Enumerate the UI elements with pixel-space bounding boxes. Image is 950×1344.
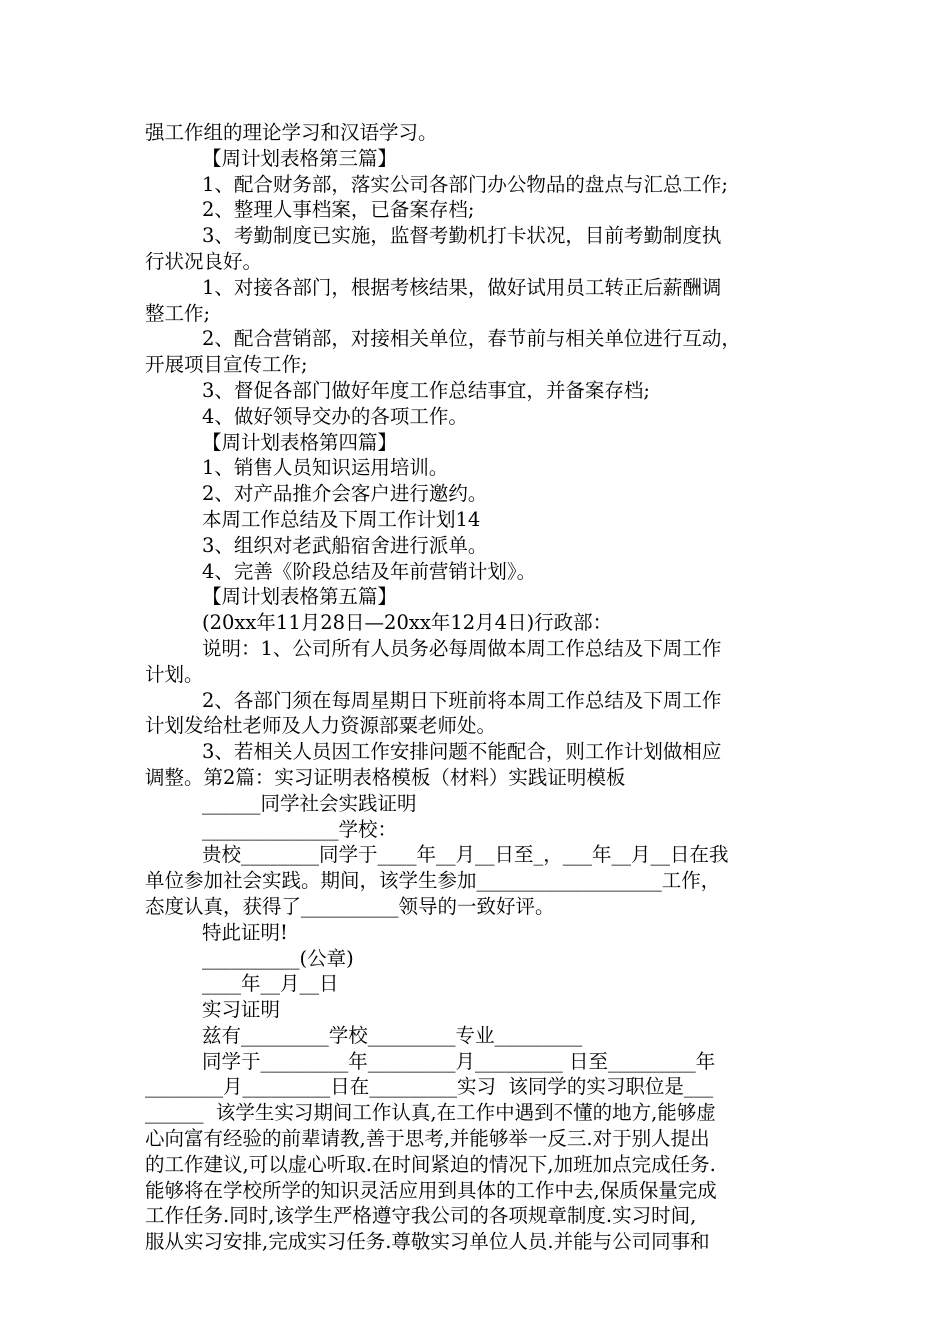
text-line: 整工作; xyxy=(145,301,211,325)
text-line: 2、各部门须在每周星期日下班前将本周工作总结及下周工作 xyxy=(202,688,722,712)
form-line: 同学于_________年_________月_________ 日至_________年 xyxy=(202,1049,716,1073)
form-line: ________月_________日在_________实习 该同学的实习职位是___ xyxy=(145,1075,714,1099)
text-line: 说明：1、公司所有人员务必每周做本周工作总结及下周工作 xyxy=(202,636,722,660)
text-line: 服从实习安排,完成实习任务.尊敬实习单位人员.并能与公司同事和 xyxy=(145,1230,710,1254)
text-line: 3、考勤制度已实施，监督考勤机打卡状况，目前考勤制度执 xyxy=(202,224,722,248)
text-line: 调整。第2篇：实习证明表格模板（材料）实践证明模板 xyxy=(145,765,626,789)
form-line: ____年__月__日 xyxy=(202,972,339,996)
text-line: 心向富有经验的前辈请教,善于思考,并能够举一反三.对于别人提出 xyxy=(145,1127,710,1151)
text-line: 本周工作总结及下周工作计划14 xyxy=(202,507,481,531)
text-line: 开展项目宣传工作; xyxy=(145,353,308,377)
text-line: 3、督促各部门做好年度工作总结事宜，并备案存档; xyxy=(202,378,650,402)
text-line: 4、做好领导交办的各项工作。 xyxy=(202,404,468,428)
text-line: 的工作建议,可以虚心听取.在时间紧迫的情况下,加班加点完成任务. xyxy=(145,1152,716,1176)
text-line: 1、销售人员知识运用培训。 xyxy=(202,456,449,480)
text-line: 1、对接各部门，根据考核结果，做好试用员工转正后薪酬调 xyxy=(202,275,722,299)
section-heading: 【周计划表格第五篇】 xyxy=(202,585,398,609)
text-line: (20xx年11月28日—20xx年12月4日)行政部： xyxy=(202,611,613,635)
text-line: 3、组织对老武船宿舍进行派单。 xyxy=(202,533,488,557)
text-line: 强工作组的理论学习和汉语学习。 xyxy=(145,121,438,144)
section-heading: 实习证明 xyxy=(202,998,281,1022)
form-line: ______________学校： xyxy=(202,817,398,841)
form-line: 兹有_________学校_________专业_________ xyxy=(202,1023,583,1047)
text-line: 2、配合营销部，对接相关单位，春节前与相关单位进行互动， xyxy=(202,327,741,351)
section-heading: 【周计划表格第四篇】 xyxy=(202,430,398,454)
text-line: 4、完善《阶段总结及年前营销计划》。 xyxy=(202,559,537,583)
section-heading: 【周计划表格第三篇】 xyxy=(202,146,398,170)
text-line: ______ 该学生实习期间工作认真,在工作中遇到不懂的地方,能够虚 xyxy=(145,1101,716,1125)
text-line: 计划发给杜老师及人力资源部粟老师处。 xyxy=(145,714,497,738)
form-line: ______同学社会实践证明 xyxy=(202,791,417,815)
form-line: 单位参加社会实践。期间，该学生参加___________________工作， xyxy=(145,869,721,893)
text-line: 计划。 xyxy=(145,662,204,686)
form-line: 态度认真，获得了__________领导的一致好评。 xyxy=(145,894,555,918)
form-line: __________(公章) xyxy=(202,946,354,970)
form-line: 贵校________同学于____年__月__日至_，___年__月__日在我 xyxy=(202,843,729,867)
text-line: 行状况良好。 xyxy=(145,249,263,273)
text-line: 能够将在学校所学的知识灵活应用到具体的工作中去,保质保量完成 xyxy=(145,1178,717,1202)
document-body xyxy=(145,120,825,1255)
text-line: 2、整理人事档案，已备案存档; xyxy=(202,198,475,222)
text-line: 3、若相关人员因工作安排问题不能配合，则工作计划做相应 xyxy=(202,740,722,764)
text-line: 工作任务.同时,该学生严格遵守我公司的各项规章制度.实习时间, xyxy=(145,1204,697,1228)
text-line: 特此证明! xyxy=(202,920,288,944)
text-line: 2、对产品推介会客户进行邀约。 xyxy=(202,482,488,506)
text-line: 1、配合财务部，落实公司各部门办公物品的盘点与汇总工作; xyxy=(202,172,728,196)
